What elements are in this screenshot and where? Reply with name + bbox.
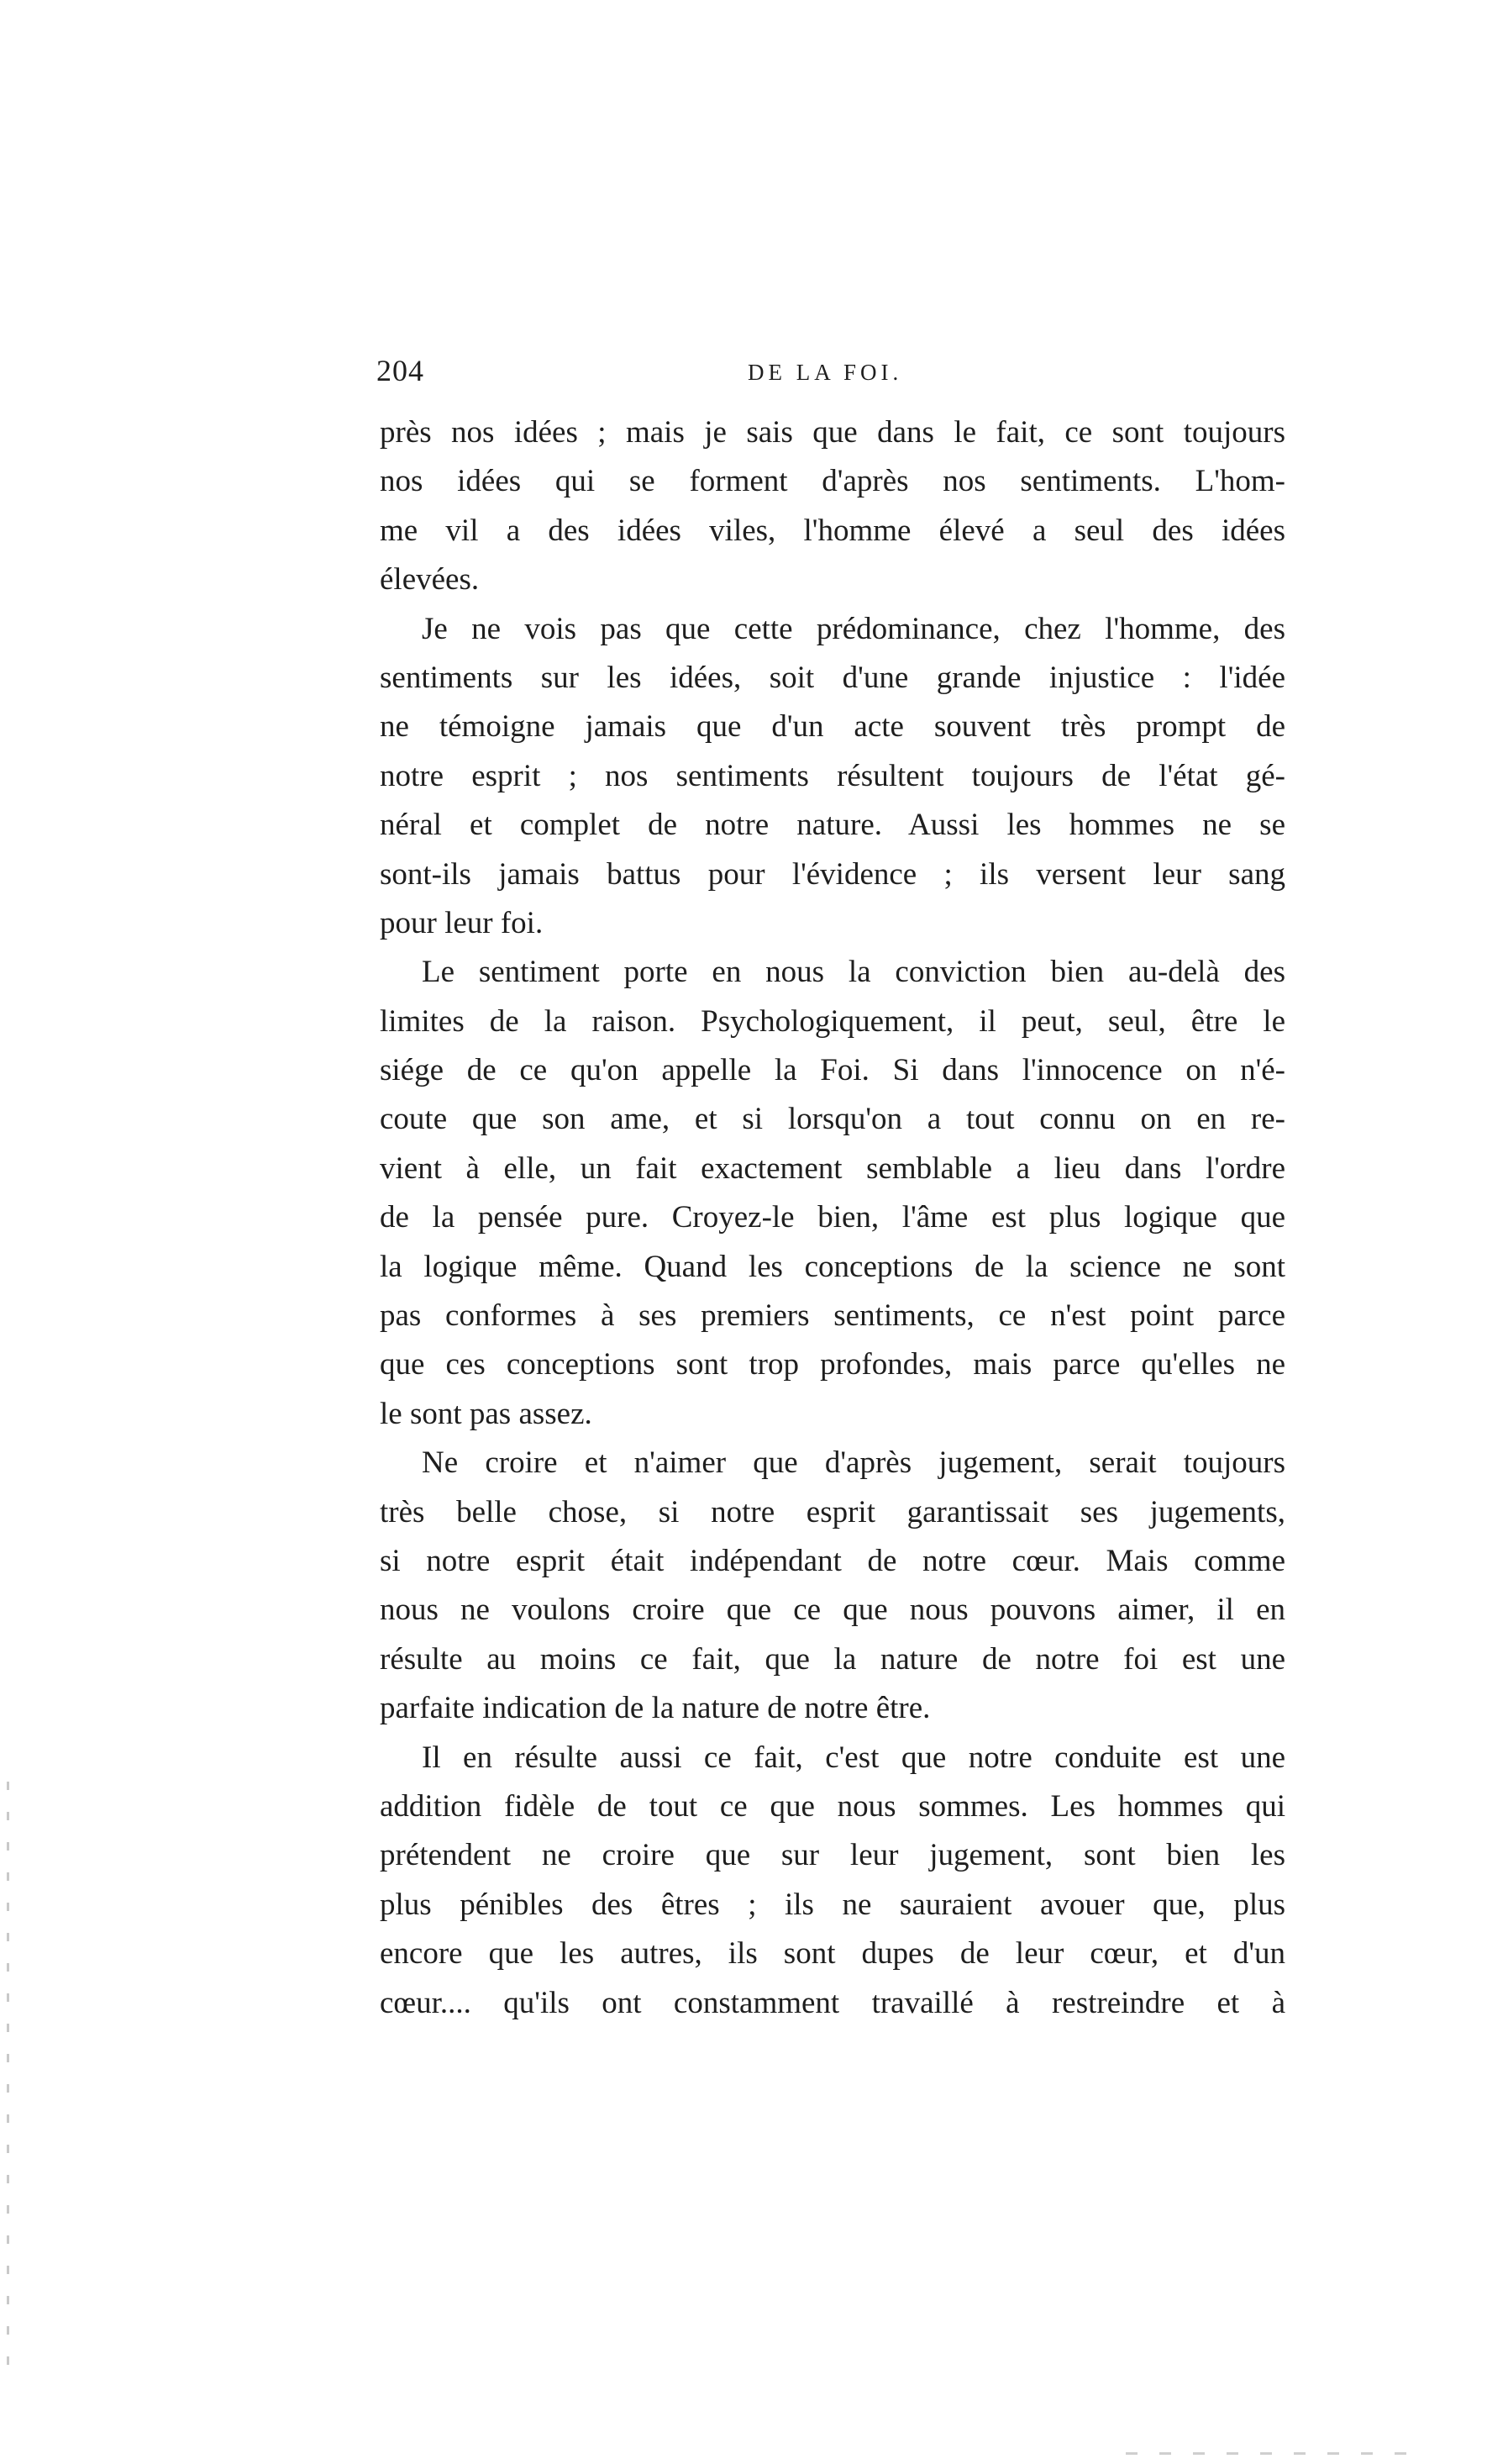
text-line: cœur.... qu'ils ont constamment travaillé à restreindre et à xyxy=(380,1985,1285,2020)
text-line: ne témoigne jamais que d'un acte souvent très prompt de xyxy=(380,709,1285,745)
text-line: Ne croire et n'aimer que d'après jugement, serait toujours xyxy=(422,1445,1285,1481)
text-line: Il en résulte aussi ce fait, c'est que notre conduite est une xyxy=(422,1740,1285,1775)
text-line: limites de la raison. Psychologiquement, il peut, seul, être le xyxy=(380,1003,1285,1039)
text-line: le sont pas assez. xyxy=(380,1396,592,1431)
text-line: nos idées qui se forment d'après nos sentiments. L'hom- xyxy=(380,464,1285,499)
text-line: que ces conceptions sont trop profondes, mais parce qu'elles ne xyxy=(380,1347,1285,1382)
text-line: de la pensée pure. Croyez-le bien, l'âme est plus logique que xyxy=(380,1200,1285,1235)
text-line: notre esprit ; nos sentiments résultent toujours de l'état gé- xyxy=(380,758,1285,793)
text-line: près nos idées ; mais je sais que dans le fait, ce sont toujours xyxy=(380,415,1285,450)
page-number: 204 xyxy=(376,354,424,387)
text-line: encore que les autres, ils sont dupes de leur cœur, et d'un xyxy=(380,1936,1285,1972)
text-line: vient à elle, un fait exactement semblable a lieu dans l'ordre xyxy=(380,1150,1285,1186)
running-head: DE LA FOI. xyxy=(748,360,903,385)
text-line: addition fidèle de tout ce que nous sommes. Les hommes qui xyxy=(380,1788,1285,1824)
paragraph xyxy=(380,605,1285,949)
text-line: prétendent ne croire que sur leur jugement, sont bien les xyxy=(380,1838,1285,1873)
text-line: parfaite indication de la nature de notre être. xyxy=(380,1691,931,1726)
text-line: très belle chose, si notre esprit garantissait ses jugements, xyxy=(380,1494,1285,1529)
text-line: sont-ils jamais battus pour l'évidence ; ils versent leur sang xyxy=(380,856,1285,892)
text-line: la logique même. Quand les conceptions de la science ne sont xyxy=(380,1249,1285,1284)
scan-edge-marks xyxy=(7,1782,9,2387)
paragraph xyxy=(380,1734,1285,2028)
text-line: sentiments sur les idées, soit d'une grande injustice : l'idée xyxy=(380,660,1285,695)
text-line: néral et complet de notre nature. Aussi les hommes ne se xyxy=(380,808,1285,843)
text-line: coute que son ame, et si lorsqu'on a tout connu on en re- xyxy=(380,1102,1285,1137)
text-line: pas conformes à ses premiers sentiments, ce n'est point parce xyxy=(380,1298,1285,1334)
body-text xyxy=(380,408,1285,2028)
page-header xyxy=(376,353,1285,403)
text-line: me vil a des idées viles, l'homme élevé a seul des idées xyxy=(380,513,1285,548)
text-line: résulte au moins ce fait, que la nature de notre foi est une xyxy=(380,1641,1285,1677)
paragraph xyxy=(380,1439,1285,1733)
text-line: élevées. xyxy=(380,562,480,598)
paragraph xyxy=(380,408,1285,605)
paragraph xyxy=(380,948,1285,1439)
text-line: pour leur foi. xyxy=(380,905,544,940)
text-line: si notre esprit était indépendant de notre cœur. Mais comme xyxy=(380,1543,1285,1578)
text-line: siége de ce qu'on appelle la Foi. Si dans l'innocence on n'é- xyxy=(380,1053,1285,1088)
scan-bottom-marks xyxy=(1126,2452,1428,2455)
text-line: Le sentiment porte en nous la conviction bien au-delà des xyxy=(422,955,1285,990)
text-line: plus pénibles des êtres ; ils ne sauraient avouer que, plus xyxy=(380,1887,1285,1922)
text-line: Je ne vois pas que cette prédominance, chez l'homme, des xyxy=(422,611,1285,646)
text-line: nous ne voulons croire que ce que nous pouvons aimer, il en xyxy=(380,1593,1285,1628)
